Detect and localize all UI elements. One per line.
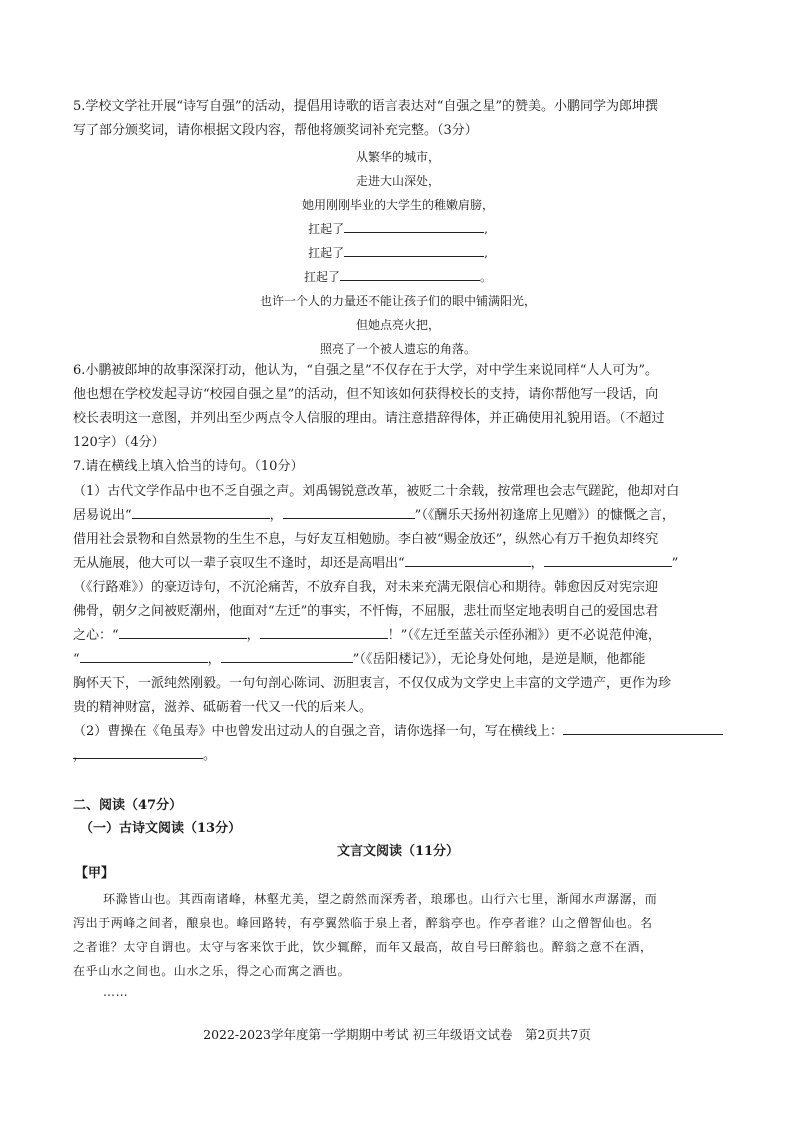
q7-p1-line [73,504,723,528]
text: 居易说出“ [73,508,132,523]
section-heading: 二、阅读（47分） [73,798,183,813]
text: ”（《酬乐天扬州初逢席上见赠》）的慷慨之言， [414,508,675,523]
text: ， [269,508,283,523]
text: ， [530,556,544,571]
text: ， [246,628,260,643]
text: ”（《岳阳楼记》），无论身处何地，是逆是顺，他都能 [352,652,646,667]
page-footer: 2022-2023学年度第一学期期中考试 初三年级语文试卷 第2页共7页 [203,1027,591,1042]
q7-p1-line: 贵的精神财富，滋养、砥砺着一代又一代的后来人。 [73,700,373,715]
q7-p2-line [73,744,723,768]
answer-blank[interactable] [544,552,672,567]
passage-title: 文言文阅读（11分） [336,844,460,859]
subsection-heading: （一）古诗文阅读（13分） [80,821,242,836]
answer-blank[interactable] [344,242,484,257]
text: ” [671,556,679,571]
passage-line: 环滁皆山也。其西南诸峰，林壑尤美，望之蔚然而深秀者，琅琊也。山行六七里，渐闻水声潺潺，而 [103,892,658,906]
text: 。 [203,748,217,763]
poem-line-prefix: 扛起了 [308,222,345,236]
poem-fill-line [73,265,723,289]
answer-blank[interactable] [73,744,203,759]
answer-blank[interactable] [344,218,484,233]
poem-line: 照亮了一个被人遗忘的角落。 [319,342,476,356]
poem-line: 从繁华的城市， [355,150,440,164]
q7-p1-line [73,648,723,672]
poem-line-end: 。 [480,270,493,284]
poem-line-prefix: 扛起了 [308,246,345,260]
q6-line-1: 6.小鹏被郎坤的故事深深打动，他认为，“自强之星”不仅存在于大学，对中学生来说同样“人人可为”。 [73,363,658,378]
poem-fill-line [73,217,723,241]
q7-p1-line: （1）古代文学作品中也不乏自强之声。刘禹锡锐意改革，被贬二十余载，按常理也会志气蹉跎，他却对白 [73,484,680,499]
poem-line: 走进大山深处， [355,174,440,188]
poem-line-prefix: 扛起了 [303,270,340,284]
passage-line: 之者谁？太守自谓也。太守与客来饮于此，饮少辄醉，而年又最高，故自号曰醉翁也。醉翁之意不在酒， [73,940,653,954]
q6-line-4: 120字）（4分） [73,435,165,450]
answer-blank[interactable] [132,504,270,519]
q7-p1-line: 胸怀天下，一派纯然刚毅。一句句剖心陈词、沥胆衷言，不仅仅成为文学史上丰富的文学遗产，更作为珍 [73,676,672,691]
poem-line-end: , [484,222,488,236]
text: “ [73,652,80,667]
poem-line: 也许一个人的力量还不能让孩子们的眼中铺满阳光， [259,294,536,308]
answer-blank[interactable] [260,624,388,639]
text: ， [73,748,87,763]
poem-fill-line [73,241,723,265]
text: ， [207,652,221,667]
q7-p1-line: （《行路难》）的豪迈诗句，不沉沦痛苦，不放弃自我，对未来充满无限信心和期待。韩愈因反对宪宗迎 [73,580,659,595]
answer-blank[interactable] [283,504,415,519]
q7-title: 7.请在横线上填入恰当的诗句。（10分） [73,459,304,474]
passage-label: 【甲】 [75,866,115,881]
q7-p1-line: 佛骨，朝夕之间被贬潮州，他面对“左迁”的事实，不忏悔，不屈服，悲壮而坚定地表明自己的爱国忠君 [73,604,659,619]
answer-blank[interactable] [405,552,531,567]
q5-line-1: 5.学校文学社开展“诗写自强”的活动，提倡用诗歌的语言表达对“自强之星”的赞美。小鹏同学为郎坤撰 [73,99,658,114]
answer-blank[interactable] [221,648,353,663]
answer-blank[interactable] [563,720,723,735]
q6-line-2: 他也想在学校发起寻访“校园自强之星”的活动，但不知该如何获得校长的支持，请你帮他写一段话，向 [73,387,659,402]
passage-line: 泻出于两峰之间者，酿泉也。峰回路转，有亭翼然临于泉上者，醉翁亭也。作亭者谁？山之僧智仙也。名 [73,916,653,930]
q7-p1-line [73,552,723,576]
passage-ellipsis: …… [103,985,129,999]
poem-line: 但她点亮火把， [355,318,440,332]
answer-blank[interactable] [119,624,247,639]
q5-line-2: 写了部分颁奖词，请你根据文段内容，帮他将颁奖词补充完整。（3分） [73,123,478,138]
text: ！”（《左迁至蓝关示侄孙湘》）更不必说范仲淹， [387,628,661,643]
passage-line: 在乎山水之间也。山水之乐，得之心而寓之酒也。 [73,964,351,978]
poem-line: 她用刚刚毕业的大学生的稚嫩肩膀， [301,198,494,212]
answer-blank[interactable] [340,266,480,281]
q7-p1-line [73,624,723,648]
text: （2）曹操在《龟虽寿》中也曾发出过动人的自强之音，请你选择一句，写在横线上： [73,724,563,739]
text: 之心：“ [73,628,119,643]
text: 无从施展，他大可以一辈子哀叹生不逢时，却还是高唱出“ [73,556,405,571]
answer-blank[interactable] [80,648,208,663]
poem-line-end: , [484,246,488,260]
q7-p1-line: 借用社会景物和自然景物的生生不息，与好友互相勉励。李白被“赐金放还”，纵然心有万千抱负却终究 [73,532,659,547]
q6-line-3: 校长表明这一意图，并列出至少两点令人信服的理由。请注意措辞得体，并正确使用礼貌用语。（不超过 [73,411,665,426]
